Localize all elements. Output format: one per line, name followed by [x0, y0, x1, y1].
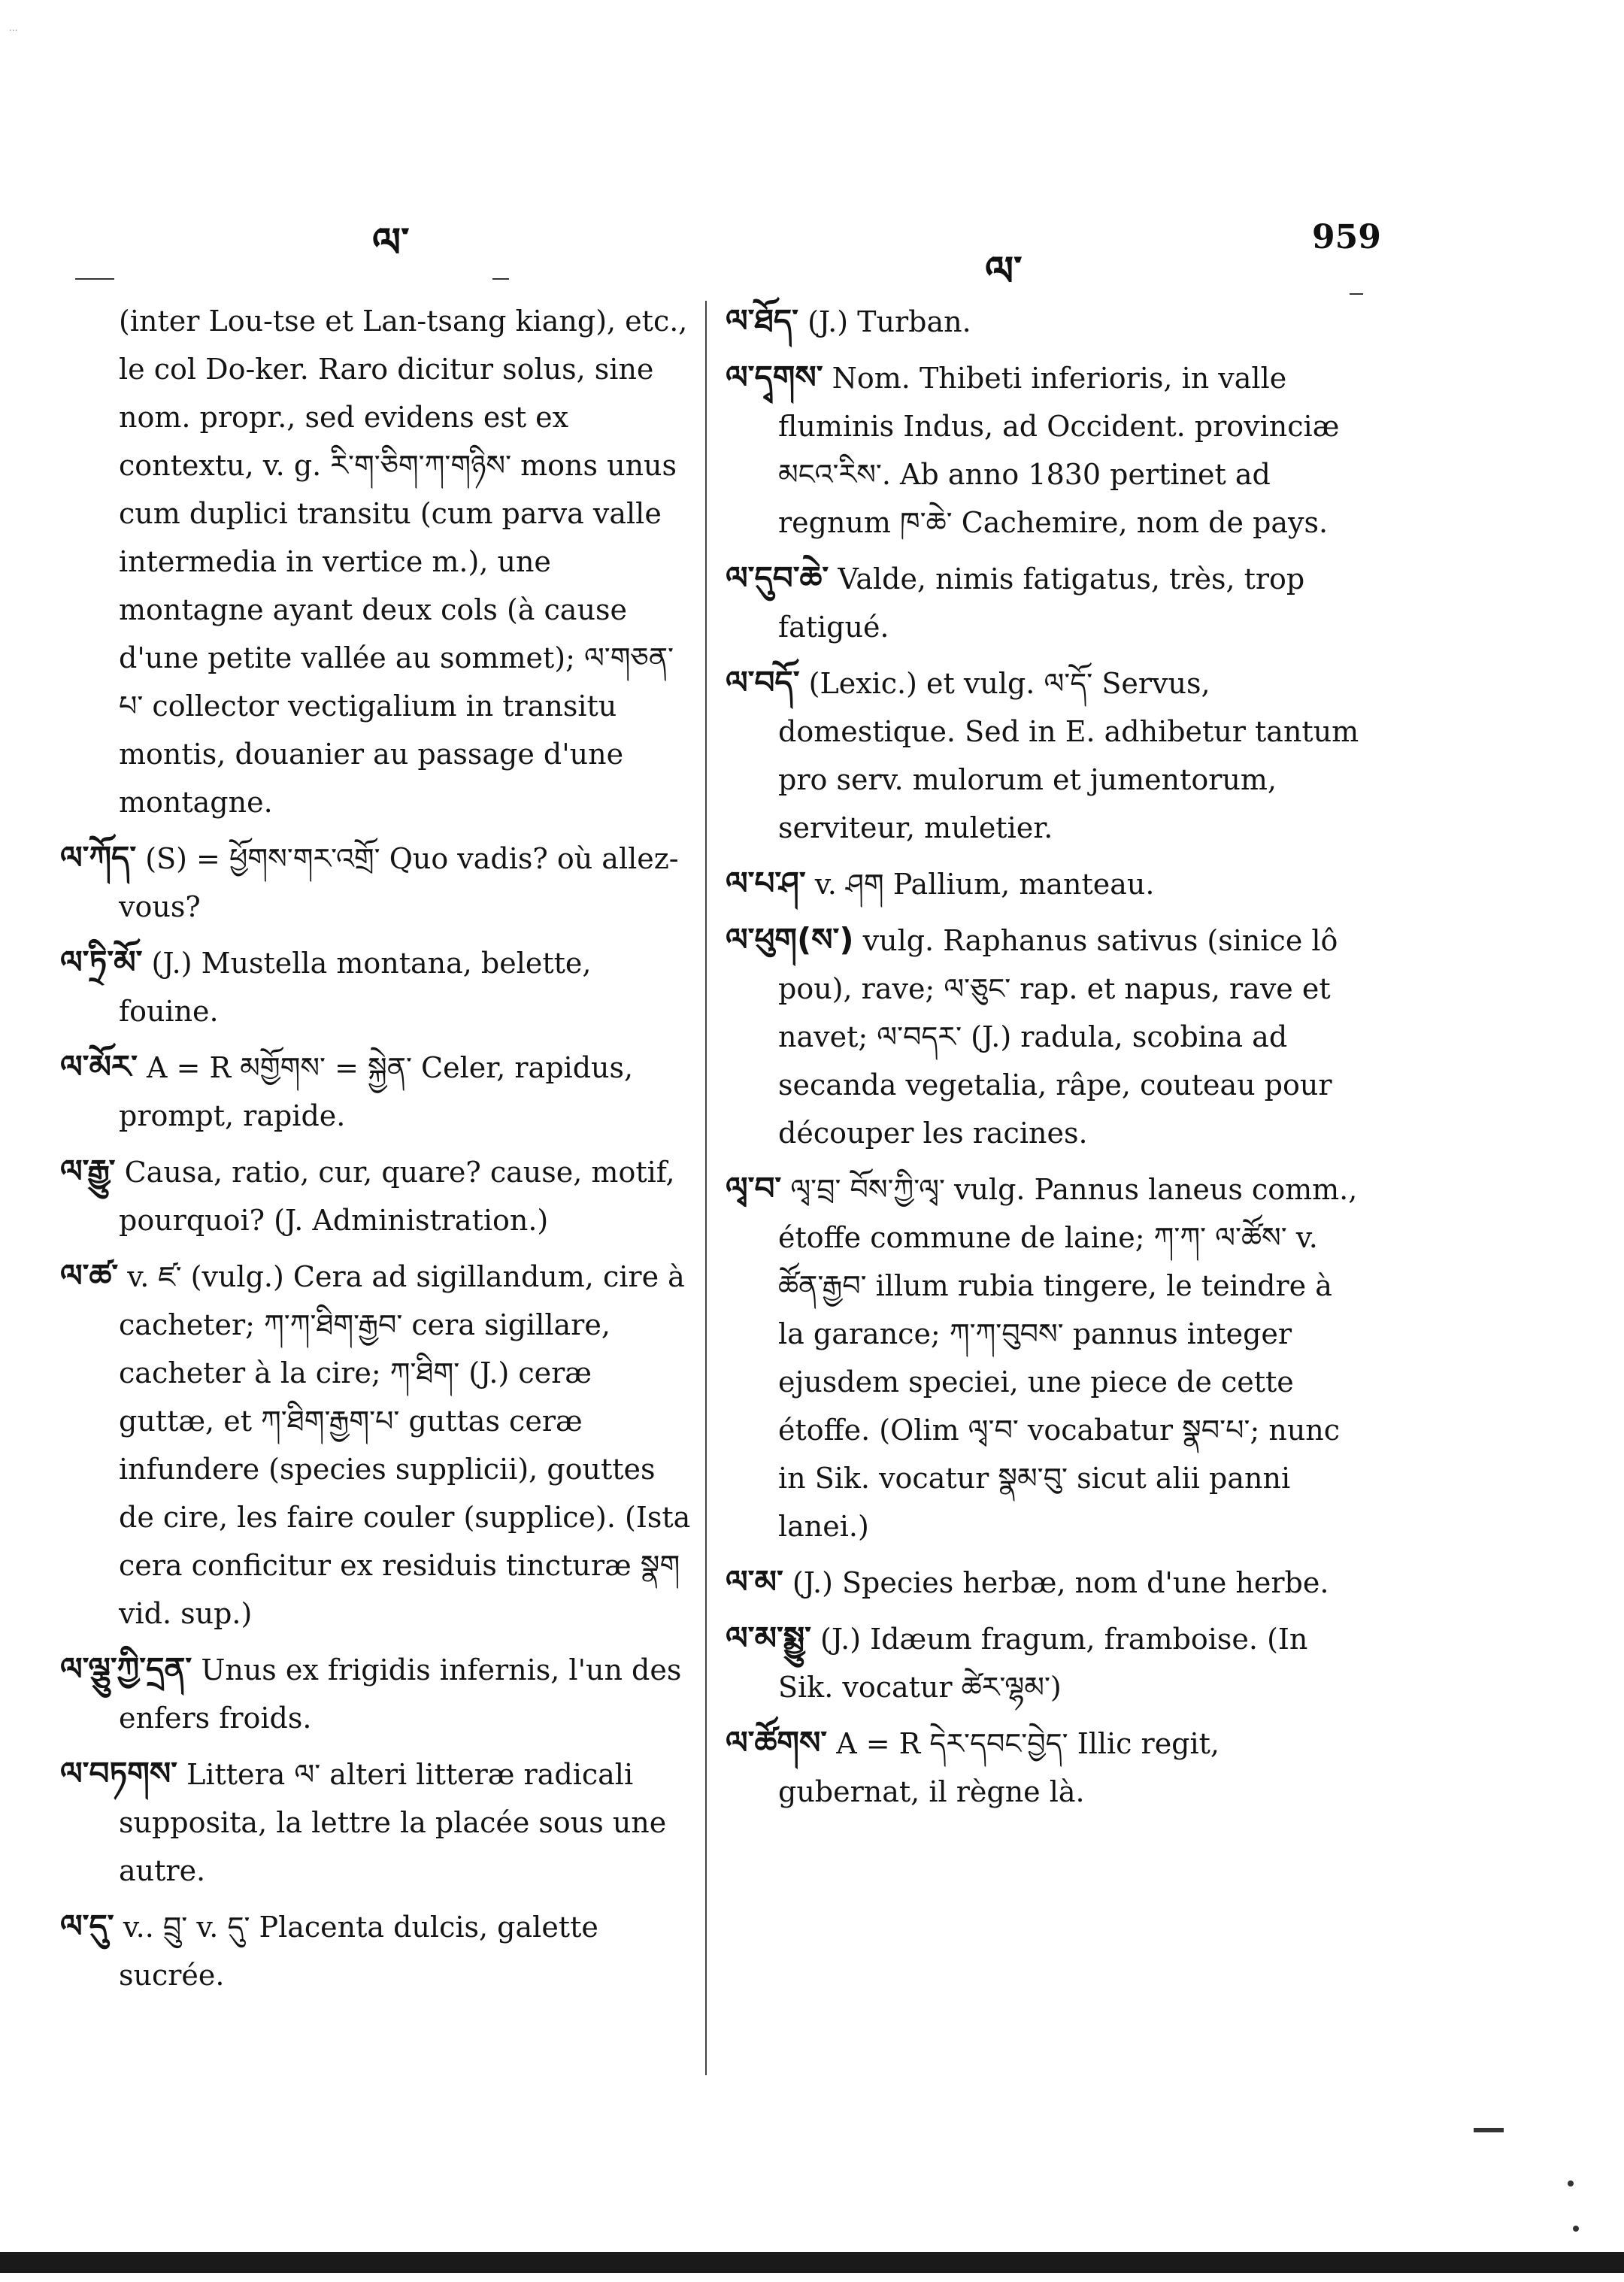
dictionary-entry: [60, 1252, 692, 1638]
entry-headword: ལ་དྭགས་: [726, 359, 823, 395]
entry-headword: ལ་ཀོད་: [60, 839, 137, 876]
running-head-left: ལ་: [372, 219, 410, 266]
entry-headword: ལ་བདོ་: [726, 664, 800, 701]
entry-headword: ལ་མ་སྨྱུ་: [726, 1620, 811, 1656]
entry-text: A = R དེར་དབང་བྱེད་ Illic regit, gubernat, il règne là.: [778, 1727, 1220, 1808]
entry-headword: ལ་མ་: [726, 1563, 783, 1600]
entry-text: Nom. Thibeti inferioris, in valle fluminis Indus, ad Occident. provinciæ མངའ་རིས་. Ab anno 1830 pertinet ad regnum ཁ་ཆེ་ Cachemire, nom de pays.: [778, 362, 1340, 539]
dictionary-entry: [60, 1645, 692, 1742]
column-divider: [705, 301, 707, 2075]
entry-text: Unus ex frigidis infernis, l'un des enfers froids.: [119, 1653, 682, 1735]
dictionary-entry: [60, 938, 692, 1035]
page-number: 959: [1312, 218, 1381, 256]
entry-headword: ལ་པ་ཤ་: [726, 865, 806, 902]
entry-headword: ལ་ལྕུ་ཀྱི་དྲན་: [60, 1650, 192, 1687]
running-head-center: ལ་: [985, 247, 1023, 295]
header-rule-mid: [492, 278, 509, 280]
entry-headword: ལ་མོར་: [60, 1048, 138, 1085]
entry-headword: ལ་ཏྲི་མོ་: [60, 944, 143, 980]
page-small-note: ...: [9, 23, 18, 33]
dictionary-entry: [726, 1165, 1365, 1550]
dictionary-entry: [726, 1614, 1365, 1711]
dictionary-entry: [726, 554, 1365, 651]
entry-text: ལྭ་བྲ་ བོས་ཀྱི་ལྭ་ vulg. Pannus laneus comm., étoffe commune de laine; ཀ་ཀ་ ལ་ཚོས་ v. ཚོན་རྒྱབ་ illum rubia tingere, le teindre à la garance; ཀ་ཀ་བུབས་ pannus integer ejusdem speciei, une piece de cette étoffe. (Olim ལྭ་བ་ vocabatur སྣབ་པ་; nunc in Sik. vocatur སྣམ་བུ་ sicut alii panni lanei.): [778, 1173, 1358, 1543]
right-column: [726, 297, 1365, 1823]
entry-text: A = R མགྱོགས་ = སྐྱེན་ Celer, rapidus, prompt, rapide.: [119, 1051, 634, 1132]
entry-headword: ལ་རྒྱུ་: [60, 1153, 116, 1189]
dictionary-entry: [726, 659, 1365, 852]
header-rule-left: [75, 278, 114, 280]
dictionary-entry: [726, 353, 1365, 547]
entry-text: (Lexic.) et vulg. ལ་དོ་ Servus, domestique. Sed in E. adhibetur tantum pro serv. mulorum et jumentorum, serviteur, muletier.: [778, 667, 1359, 844]
entry-text: Valde, nimis fatigatus, très, trop fatigué.: [778, 562, 1305, 644]
dictionary-entry: [726, 1558, 1365, 1607]
entry-headword: ལ་དུབ་ཆེ་: [726, 559, 829, 596]
dictionary-entry: [726, 1719, 1365, 1816]
left-column: [60, 297, 692, 2007]
entry-text: (S) = ཕྱོགས་གར་འགྲོ་ Quo vadis? où allez-vous?: [119, 842, 679, 923]
entry-headword: ལ་ཚོགས་: [726, 1724, 828, 1761]
dictionary-entry: [726, 916, 1365, 1157]
dictionary-entry: [60, 1750, 692, 1895]
dictionary-entry: [60, 1902, 692, 1999]
entry-text: v. ཛ་ (vulg.) Cera ad sigillandum, cire à cacheter; ཀ་ཀ་ཐིག་རྒྱབ་ cera sigillare, cacheter à la cire; ཀ་ཐིག་ (J.) ceræ guttæ, et ཀ་ཐིག་རྒྱག་པ་ guttas ceræ infundere (species supplicii), gouttes de cire, les faire couler (supplice). (Ista cera conficitur ex residuis tincturæ སྣག vid. sup.): [119, 1260, 691, 1630]
entry-headword: ལ་བཏགས་: [60, 1755, 177, 1792]
dictionary-entry: [60, 1043, 692, 1140]
entry-text: Causa, ratio, cur, quare? cause, motif, pourquoi? (J. Administration.): [119, 1156, 675, 1237]
entry-continuation: [60, 297, 692, 826]
header-rule-right: [1350, 293, 1363, 295]
margin-ornament: [1474, 2128, 1504, 2132]
entry-text: vulg. Raphanus sativus (sinice lô pou), rave; ལ་ཅུང་ rap. et napus, rave et navet; ལ་བདར་ (J.) radula, scobina ad secanda vegetalia, râpe, couteau pour découper les racines.: [778, 924, 1338, 1150]
scan-edge-bar: [0, 2252, 1624, 2273]
dictionary-entry: [60, 1147, 692, 1244]
margin-dot: [1568, 2180, 1574, 2187]
entry-headword: ལ་དུ་: [60, 1908, 114, 1944]
dictionary-entry: [726, 859, 1365, 908]
entry-text: (J.) Species herbæ, nom d'une herbe.: [792, 1566, 1329, 1599]
entry-text: v.. བྲུ་ v. དུ་ Placenta dulcis, galette sucrée.: [119, 1911, 598, 1992]
entry-headword: ལ་ཐོད་: [726, 302, 798, 339]
entry-headword: ལ་ཚ་: [60, 1257, 119, 1294]
entry-text: (J.) Idæum fragum, framboise. (In Sik. vocatur ཚེར་ལྷམ་): [778, 1623, 1308, 1704]
dictionary-entry: [726, 297, 1365, 346]
entry-text: (J.) Turban.: [807, 305, 971, 338]
entry-headword: ལྭ་བ་: [726, 1170, 782, 1207]
entry-headword: ལ་ཕུག(ས་): [726, 921, 854, 958]
dictionary-entry: [60, 834, 692, 931]
entry-text: (J.) Mustella montana, belette, fouine.: [119, 947, 592, 1028]
entry-text: (inter Lou-tse et Lan-tsang kiang), etc., le col Do-ker. Raro dicitur solus, sine nom. propr., sed evidens est ex contextu, v. g. རི་ག་ཅིག་ཀ་གཉིས་ mons unus cum duplici transitu (cum parva valle intermedia in vertice m.), une montagne ayant deux cols (à cause d'une petite vallée au sommet); ལ་གཅན་པ་ collector vectigalium in transitu montis, douanier au passage d'une montagne.: [119, 305, 688, 819]
margin-dot: [1573, 2226, 1579, 2232]
entry-text: v. ཤག Pallium, manteau.: [814, 868, 1155, 901]
entry-text: Littera ལ་ alteri litteræ radicali supposita, la lettre la placée sous une autre.: [119, 1758, 667, 1887]
